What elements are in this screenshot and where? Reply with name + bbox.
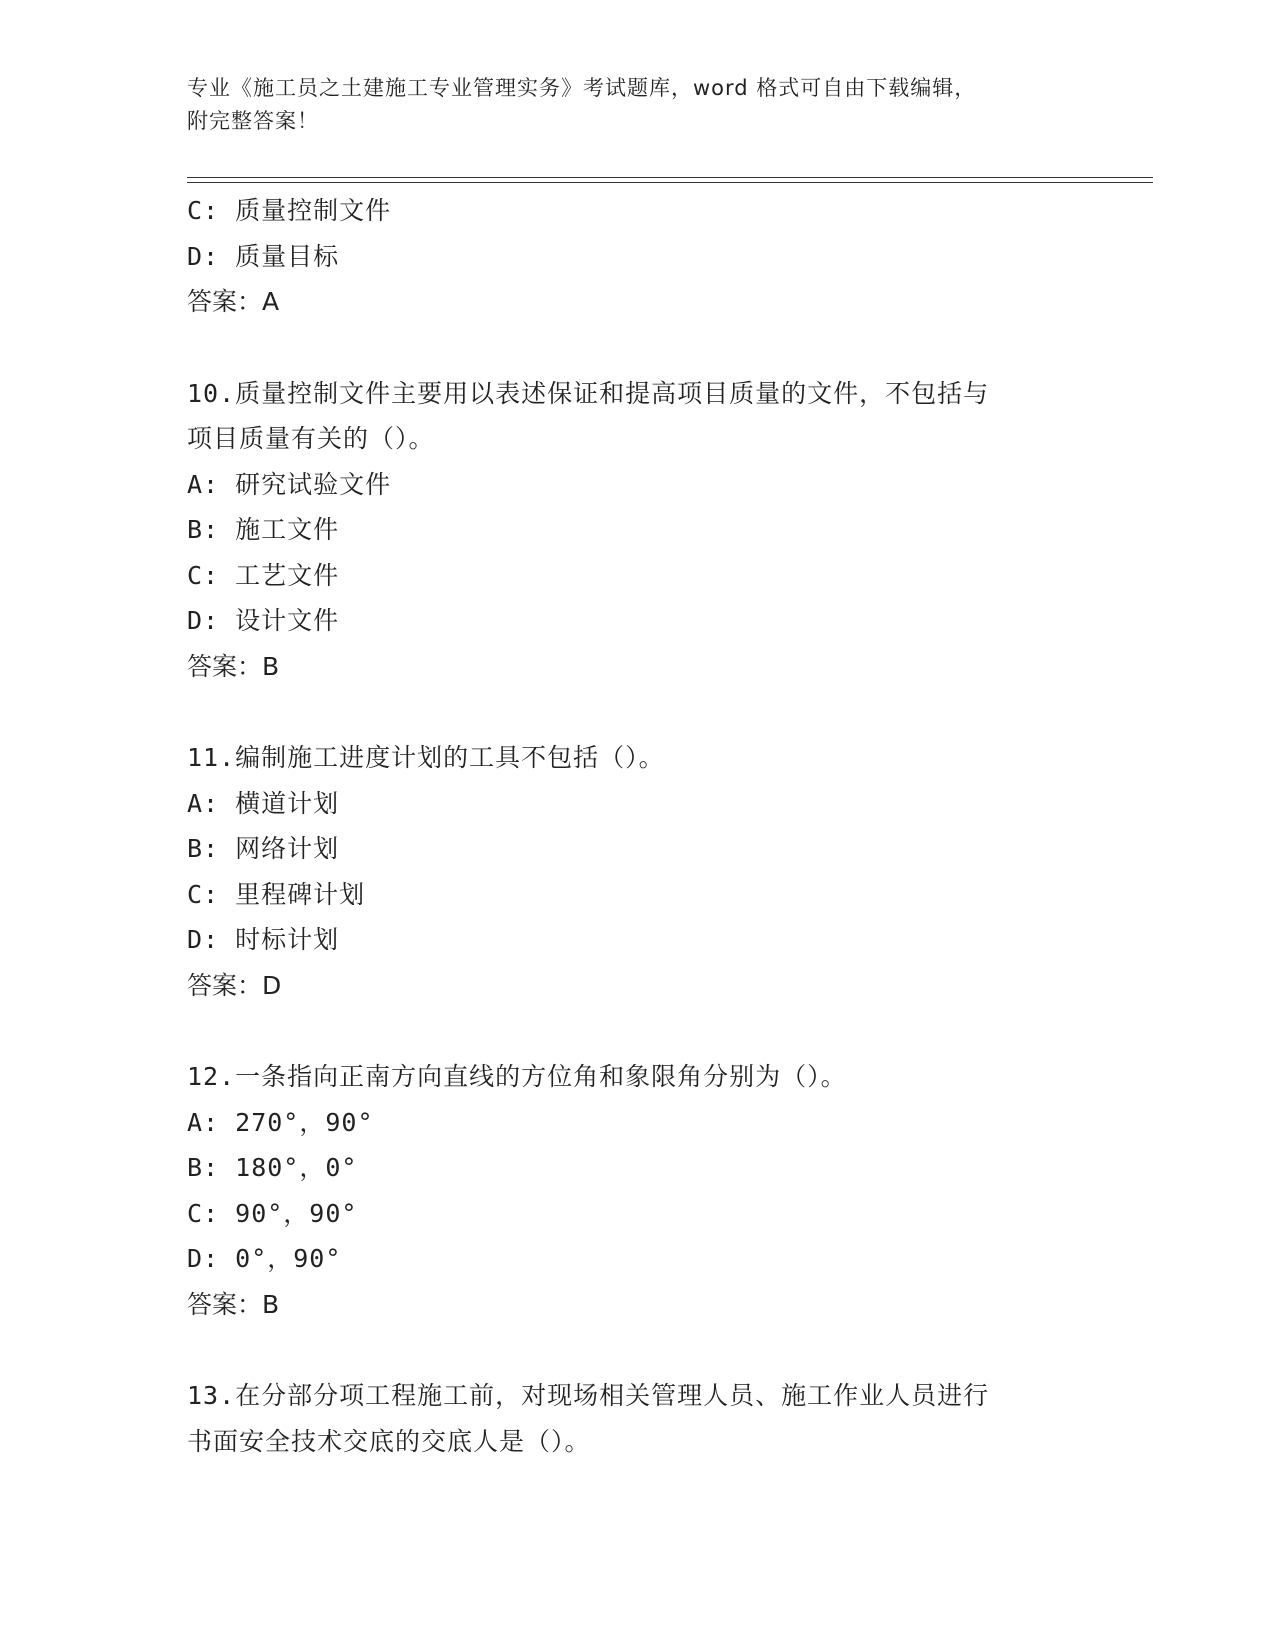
q10-option-a: A: 研究试验文件 xyxy=(187,469,392,499)
q12-option-b: B: 180°，0° xyxy=(187,1153,358,1182)
q10-stem-line-1: 10.质量控制文件主要用以表述保证和提高项目质量的文件，不包括与 xyxy=(187,378,990,408)
q11-option-d: D: 时标计划 xyxy=(187,925,340,954)
spacer xyxy=(187,1327,1107,1373)
q9-answer: 答案：A xyxy=(187,287,280,316)
header-line-2: 附完整答案！ xyxy=(187,109,319,133)
q10-option-b: B: 施工文件 xyxy=(187,515,340,544)
q12-option-c: C: 90°，90° xyxy=(187,1198,358,1228)
q9-option-c: C: 质量控制文件 xyxy=(187,196,392,225)
spacer xyxy=(187,689,1107,735)
q11-option-b: B: 网络计划 xyxy=(187,834,340,863)
q12-option-a: A: 270°，90° xyxy=(187,1107,374,1137)
q10-option-c: C: 工艺文件 xyxy=(187,560,340,590)
q11-option-c: C: 里程碑计划 xyxy=(187,879,366,909)
spacer xyxy=(187,325,1107,371)
q12-stem-line-1: 12.一条指向正南方向直线的方位角和象限角分别为（）。 xyxy=(187,1062,847,1091)
q10-option-d: D: 设计文件 xyxy=(187,606,340,635)
header-line-1: 专业《施工员之土建施工专业管理实务》考试题库，word 格式可自由下载编辑， xyxy=(187,76,977,100)
q13-stem-line-1: 13.在分部分项工程施工前，对现场相关管理人员、施工作业人员进行 xyxy=(187,1381,990,1410)
q9-option-d: D: 质量目标 xyxy=(187,241,340,271)
q13-stem-line-2: 书面安全技术交底的交底人是（）。 xyxy=(187,1426,591,1456)
q10-answer: 答案：B xyxy=(187,651,280,681)
q12-answer: 答案：B xyxy=(187,1289,280,1319)
q10-stem-line-2: 项目质量有关的（）。 xyxy=(187,424,435,453)
q11-option-a: A: 横道计划 xyxy=(187,788,340,818)
header-divider-bottom xyxy=(187,182,1153,183)
header-divider-top xyxy=(187,177,1153,178)
question-content xyxy=(187,188,1107,1464)
q11-answer: 答案：D xyxy=(187,970,282,1000)
q11-stem-line-1: 11.编制施工进度计划的工具不包括（）。 xyxy=(187,743,665,772)
spacer xyxy=(187,1008,1107,1054)
q12-option-d: D: 0°，90° xyxy=(187,1244,342,1273)
page-header xyxy=(187,72,1087,138)
